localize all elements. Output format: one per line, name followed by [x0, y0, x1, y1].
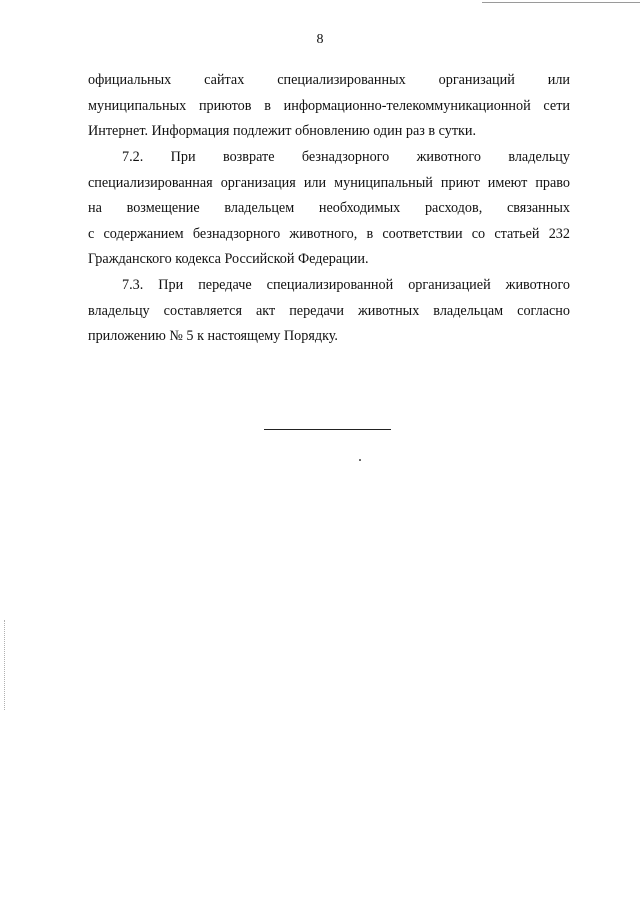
- paragraph-7-2: [88, 145, 570, 273]
- page-number: 8: [316, 32, 324, 47]
- text-line: Гражданского кодекса Российской Федерации.: [88, 251, 369, 267]
- text-line: официальных сайтах специализированных организаций или: [88, 72, 570, 88]
- scan-speck: [359, 459, 361, 461]
- scan-edge-marks: [4, 620, 7, 710]
- text-line: специализированная организация или муниципальный приют имеют право: [88, 174, 570, 191]
- end-of-document-rule: [264, 429, 391, 430]
- top-edge-rule: [482, 2, 640, 3]
- text-line: Интернет. Информация подлежит обновлению один раз в сутки.: [88, 123, 477, 139]
- text-line: владельцу составляется акт передачи животных владельцам согласно: [88, 302, 570, 319]
- paragraph-7-3: [88, 273, 570, 350]
- text-line: с содержанием безнадзорного животного, в соответствии со статьей 232: [88, 225, 570, 242]
- text-line: на возмещение владельцем необходимых расходов, связанных: [88, 200, 570, 216]
- text-line: 7.2. При возврате безнадзорного животного владельцу: [122, 149, 570, 165]
- text-line: муниципальных приютов в информационно-телекоммуникационной сети: [88, 97, 570, 114]
- text-line: 7.3. При передаче специализированной организацией животного: [122, 277, 570, 293]
- text-line: приложению № 5 к настоящему Порядку.: [88, 328, 338, 344]
- paragraph-continuation: [88, 68, 570, 145]
